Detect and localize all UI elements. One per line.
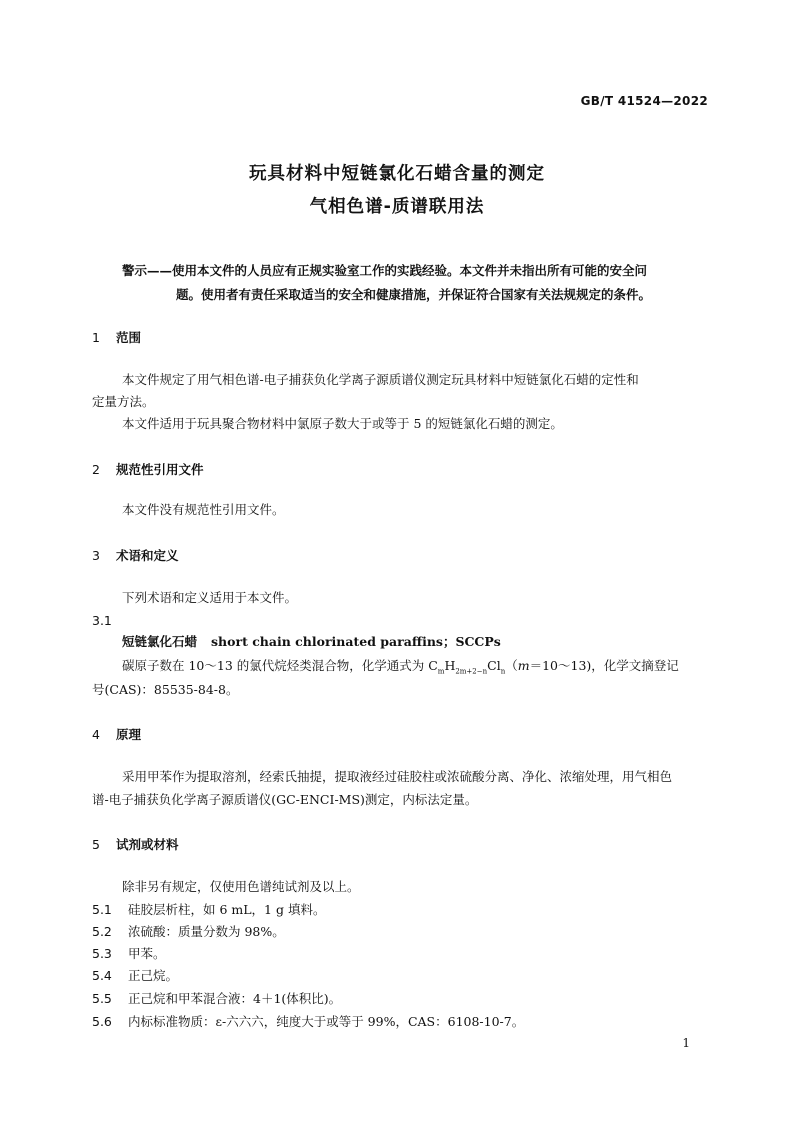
term-chinese: 短链氯化石蜡 xyxy=(122,634,198,649)
section-number: 1 xyxy=(92,330,100,345)
paragraph: 本文件适用于玩具聚合物材料中氯原子数大于或等于 5 的短链氯化石蜡的测定。 xyxy=(122,416,563,431)
item-text: 内标标准物质：ε-六六六，纯度大于或等于 99%，CAS：6108-10-7。 xyxy=(128,1014,525,1029)
item-number: 5.6 xyxy=(92,1014,112,1029)
paragraph: 下列术语和定义适用于本文件。 xyxy=(122,590,298,605)
paragraph: 采用甲苯作为提取溶剂，经索氏抽提，提取液经过硅胶柱或浓硫酸分离、净化、浓缩处理，用气相色 xyxy=(122,769,673,784)
list-item xyxy=(92,922,285,940)
subscript: 2m+2−n xyxy=(455,667,488,676)
variable: m xyxy=(517,658,530,673)
list-item xyxy=(92,1012,524,1030)
document-subtitle: 气相色谱-质谱联用法 xyxy=(309,197,485,217)
paragraph: 本文件规定了用气相色谱-电子捕获负化学离子源质谱仪测定玩具材料中短链氯化石蜡的定性和 xyxy=(122,372,639,387)
section-number: 2 xyxy=(92,462,100,477)
item-text: 浓硫酸：质量分数为 98%。 xyxy=(128,924,285,939)
item-text: 硅胶层析柱，如 6 mL，1 g 填料。 xyxy=(128,902,326,917)
subscript: n xyxy=(500,667,506,676)
warning-line-1: 警示——使用本文件的人员应有正规实验室工作的实践经验。本文件并未指出所有可能的安全问 xyxy=(122,263,648,278)
section-title: 原理 xyxy=(116,727,142,742)
list-item xyxy=(92,989,341,1007)
paragraph: 本文件没有规范性引用文件。 xyxy=(122,502,285,517)
term-entry xyxy=(122,632,501,650)
item-text: 甲苯。 xyxy=(128,946,166,961)
definition-text: H xyxy=(444,658,456,673)
section-number: 4 xyxy=(92,727,100,742)
definition-line-2: 号(CAS)：85535-84-8。 xyxy=(92,682,239,697)
item-text: 正己烷。 xyxy=(128,968,179,983)
definition-text: ＝10～13)，化学文摘登记 xyxy=(529,658,679,673)
paragraph: 除非另有规定，仅使用色谱纯试剂及以上。 xyxy=(122,879,360,894)
section-2-heading xyxy=(92,460,204,478)
definition-text: 碳原子数在 10～13 的氯代烷烃类混合物，化学通式为 C xyxy=(122,658,438,673)
section-title: 规范性引用文件 xyxy=(116,462,204,477)
standard-number: GB/T 41524—2022 xyxy=(580,94,708,108)
paragraph: 定量方法。 xyxy=(92,394,155,409)
definition-text: （ xyxy=(505,658,518,673)
item-number: 5.2 xyxy=(92,924,112,939)
list-item xyxy=(92,900,325,918)
section-title: 试剂或材料 xyxy=(116,837,179,852)
section-number: 5 xyxy=(92,837,100,852)
item-text: 正己烷和甲苯混合液：4＋1(体积比)。 xyxy=(128,991,342,1006)
item-number: 5.1 xyxy=(92,902,112,917)
paragraph: 谱-电子捕获负化学离子源质谱仪(GC-ENCI-MS)测定，内标法定量。 xyxy=(92,792,478,807)
definition-text: Cl xyxy=(487,658,501,673)
term-english: short chain chlorinated paraffins；SCCPs xyxy=(211,634,501,649)
list-item xyxy=(92,966,178,984)
list-item xyxy=(92,944,166,962)
section-1-heading xyxy=(92,328,141,346)
section-5-heading xyxy=(92,835,179,853)
warning-line-2: 题。使用者有责任采取适当的安全和健康措施，并保证符合国家有关法规规定的条件。 xyxy=(176,287,652,302)
section-3-heading xyxy=(92,546,179,564)
subsection-number: 3.1 xyxy=(92,613,112,628)
item-number: 5.4 xyxy=(92,968,112,983)
document-title: 玩具材料中短链氯化石蜡含量的测定 xyxy=(249,164,545,184)
section-title: 范围 xyxy=(116,330,142,345)
subscript: m xyxy=(437,667,445,676)
page-number: 1 xyxy=(682,1036,690,1050)
section-title: 术语和定义 xyxy=(116,548,179,563)
section-number: 3 xyxy=(92,548,100,563)
item-number: 5.5 xyxy=(92,991,112,1006)
item-number: 5.3 xyxy=(92,946,112,961)
section-4-heading xyxy=(92,725,141,743)
